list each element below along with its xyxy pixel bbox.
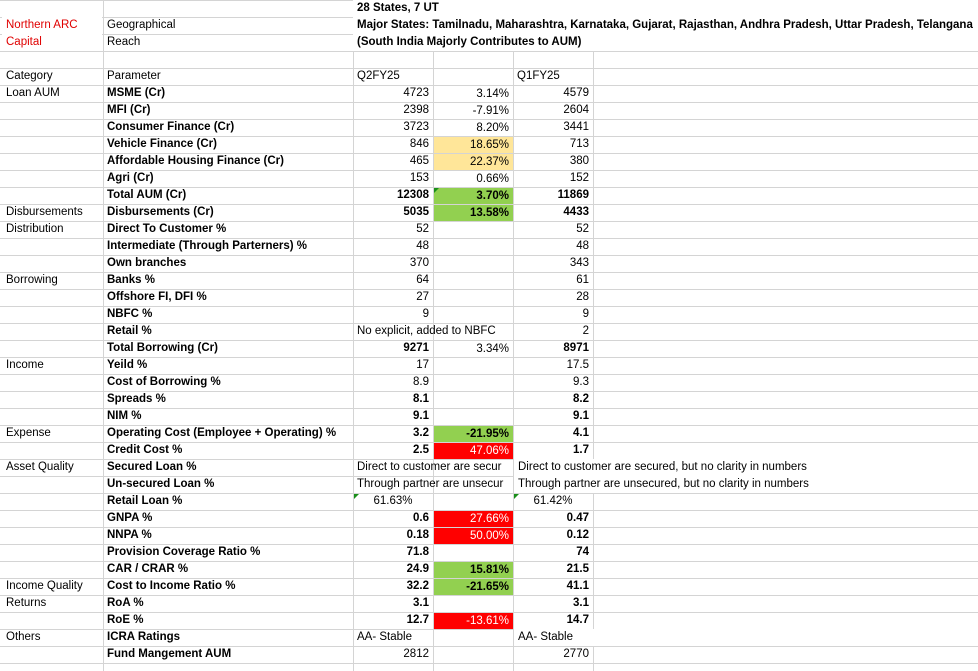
parameter-label[interactable]: Total AUM (Cr)	[107, 189, 187, 201]
change-percent[interactable]: 3.70%	[434, 188, 513, 204]
q2-value[interactable]: 2398	[403, 104, 429, 116]
change-percent[interactable]: -21.95%	[434, 426, 513, 442]
q1-value[interactable]: 48	[576, 240, 589, 252]
q1-value[interactable]: 4579	[563, 87, 589, 99]
q2-value[interactable]: 8.9	[413, 376, 429, 388]
category-label[interactable]: Asset Quality	[6, 461, 74, 473]
q1-value[interactable]: 61	[576, 274, 589, 286]
q2-value[interactable]: 61.63%	[373, 495, 413, 507]
company-name[interactable]: Northern ARC	[2, 17, 102, 34]
category-label[interactable]: Disbursements	[6, 206, 83, 218]
parameter-label[interactable]: Offshore FI, DFI %	[107, 291, 207, 303]
q2-note[interactable]: Direct to customer are secur	[357, 461, 502, 473]
parameter-label[interactable]: NNPA %	[107, 529, 152, 541]
q2-value[interactable]: 0.18	[406, 529, 429, 541]
parameter-label[interactable]: Affordable Housing Finance (Cr)	[107, 155, 284, 167]
q2-note[interactable]: Through partner are unsecur	[357, 478, 504, 490]
parameter-label[interactable]: Intermediate (Through Parterners) %	[107, 240, 308, 252]
q2-value[interactable]: 9.1	[413, 410, 429, 422]
header-category[interactable]: Category	[6, 70, 53, 82]
parameter-label[interactable]: Disbursements (Cr)	[107, 206, 214, 218]
parameter-label[interactable]: Own branches	[107, 257, 187, 269]
q1-value[interactable]: 2770	[563, 648, 589, 660]
category-label[interactable]: Expense	[6, 427, 51, 439]
q1-value[interactable]: 8.2	[573, 393, 589, 405]
parameter-label[interactable]: Spreads %	[107, 393, 166, 405]
q2-value[interactable]: 9271	[403, 342, 429, 354]
q1-value[interactable]: 8971	[563, 342, 589, 354]
comment-marker	[354, 494, 359, 499]
q1-value[interactable]: 9	[582, 308, 589, 320]
company-name-line2[interactable]: Capital	[2, 34, 102, 51]
q2-value[interactable]: 17	[416, 359, 429, 371]
q1-value[interactable]: 713	[569, 138, 589, 150]
q1-value[interactable]: 4.1	[573, 427, 589, 439]
q1-value[interactable]: 343	[569, 257, 589, 269]
change-percent[interactable]: 3.14%	[476, 88, 509, 100]
parameter-label[interactable]: RoA %	[107, 597, 144, 609]
q2-value[interactable]: 846	[409, 138, 429, 150]
change-percent[interactable]: -7.91%	[472, 105, 509, 117]
q1-value[interactable]: 3.1	[573, 597, 589, 609]
category-label[interactable]: Borrowing	[6, 274, 58, 286]
q2-value[interactable]: 465	[409, 155, 429, 167]
q2-value[interactable]: 5035	[403, 206, 429, 218]
parameter-label[interactable]: CAR / CRAR %	[107, 563, 189, 575]
q2-value[interactable]: 24.9	[406, 563, 429, 575]
change-percent[interactable]: 18.65%	[434, 137, 513, 153]
category-label[interactable]: Others	[6, 631, 41, 643]
q2-value[interactable]: 8.1	[413, 393, 429, 405]
change-percent[interactable]: 27.66%	[434, 511, 513, 527]
q2-value[interactable]: 0.6	[413, 512, 429, 524]
comment-marker	[514, 494, 519, 499]
change-percent[interactable]: 47.06%	[434, 443, 513, 459]
q1-value[interactable]: 3441	[563, 121, 589, 133]
parameter-label[interactable]: NBFC %	[107, 308, 153, 320]
parameter-label[interactable]: Secured Loan %	[107, 461, 197, 473]
q2-value[interactable]: 64	[416, 274, 429, 286]
category-label[interactable]: Returns	[6, 597, 47, 609]
q2-value[interactable]: 2812	[403, 648, 429, 660]
q2-value[interactable]: 4723	[403, 87, 429, 99]
geo-major-states[interactable]: Major States: Tamilnadu, Maharashtra, Karnataka, Gujarat, Rajasthan, Andhra Pradesh, Uttar Pradesh, Telangana	[353, 17, 978, 34]
q1-value[interactable]: 61.42%	[533, 495, 573, 507]
change-percent[interactable]: 0.66%	[476, 173, 509, 185]
parameter-label[interactable]: Credit Cost %	[107, 444, 183, 456]
change-percent[interactable]: -21.65%	[434, 579, 513, 595]
parameter-label[interactable]: Fund Mangement AUM	[107, 648, 232, 660]
q2-value[interactable]: 12.7	[406, 614, 429, 626]
change-percent[interactable]: 8.20%	[476, 122, 509, 134]
category-label[interactable]: Income Quality	[6, 580, 83, 592]
parameter-label[interactable]: Un-secured Loan %	[107, 478, 215, 490]
q1-value[interactable]: 1.7	[573, 444, 589, 456]
change-percent[interactable]: -13.61%	[434, 613, 513, 629]
parameter-label[interactable]: Consumer Finance (Cr)	[107, 121, 235, 133]
change-percent[interactable]: 3.34%	[476, 343, 509, 355]
header-q1fy25[interactable]: Q1FY25	[517, 70, 560, 82]
parameter-label[interactable]: Cost to Income Ratio %	[107, 580, 236, 592]
q2-value[interactable]: 3723	[403, 121, 429, 133]
change-percent[interactable]: 50.00%	[434, 528, 513, 544]
parameter-label[interactable]: Retail Loan %	[107, 495, 183, 507]
q1-value[interactable]: 28	[576, 291, 589, 303]
q1-note[interactable]: Direct to customer are secured, but no clarity in numbers	[514, 459, 978, 476]
header-parameter[interactable]: Parameter	[107, 70, 161, 82]
q1-note[interactable]: AA- Stable	[514, 629, 978, 646]
comment-marker	[434, 188, 439, 193]
q2-value[interactable]: 370	[409, 257, 429, 269]
parameter-label[interactable]: Banks %	[107, 274, 155, 286]
q1-value[interactable]: 9.3	[573, 376, 589, 388]
parameter-label[interactable]: MSME (Cr)	[107, 87, 166, 99]
q1-value[interactable]: 21.5	[566, 563, 589, 575]
geo-south-note[interactable]: (South India Majorly Contributes to AUM)	[353, 34, 978, 51]
category-label[interactable]: Income	[6, 359, 44, 371]
q2-note[interactable]: AA- Stable	[357, 631, 412, 643]
parameter-label[interactable]: Direct To Customer %	[107, 223, 227, 235]
parameter-label[interactable]: Operating Cost (Employee + Operating) %	[107, 427, 337, 439]
change-percent[interactable]: 13.58%	[434, 205, 513, 221]
q1-value[interactable]: 380	[569, 155, 589, 167]
q1-value[interactable]: 2	[582, 325, 589, 337]
q2-value[interactable]: 32.2	[406, 580, 429, 592]
q1-value[interactable]: 9.1	[573, 410, 589, 422]
q1-value[interactable]: 41.1	[566, 580, 589, 592]
q2-value[interactable]: 3.2	[413, 427, 429, 439]
parameter-label[interactable]: ICRA Ratings	[107, 631, 181, 643]
q1-value[interactable]: 0.12	[566, 529, 589, 541]
q1-value[interactable]: 11869	[557, 189, 589, 201]
category-label[interactable]: Loan AUM	[6, 87, 60, 99]
parameter-label[interactable]: Provision Coverage Ratio %	[107, 546, 261, 558]
geo-label[interactable]: Geographical	[107, 19, 176, 31]
parameter-label[interactable]: NIM %	[107, 410, 142, 422]
q2-value[interactable]: 48	[416, 240, 429, 252]
parameter-label[interactable]: GNPA %	[107, 512, 153, 524]
q1-value[interactable]: 0.47	[566, 512, 589, 524]
q1-value[interactable]: 52	[576, 223, 589, 235]
q2-value[interactable]: 52	[416, 223, 429, 235]
q2-value[interactable]: 9	[422, 308, 429, 320]
geo-states[interactable]: 28 States, 7 UT	[353, 0, 978, 17]
parameter-label[interactable]: Yeild %	[107, 359, 148, 371]
q2-note[interactable]: No explicit, added to NBFC	[357, 325, 496, 337]
q1-value[interactable]: 14.7	[566, 614, 589, 626]
grid-line	[0, 51, 978, 52]
q1-value[interactable]: 4433	[563, 206, 589, 218]
change-percent[interactable]: 22.37%	[434, 154, 513, 170]
q1-value[interactable]: 17.5	[566, 359, 589, 371]
q1-value[interactable]: 74	[576, 546, 589, 558]
header-q2fy25[interactable]: Q2FY25	[357, 70, 400, 82]
q2-value[interactable]: 153	[409, 172, 429, 184]
parameter-label[interactable]: Total Borrowing (Cr)	[107, 342, 218, 354]
q2-value[interactable]: 3.1	[413, 597, 429, 609]
parameter-label[interactable]: Cost of Borrowing %	[107, 376, 221, 388]
change-percent[interactable]: 15.81%	[434, 562, 513, 578]
parameter-label[interactable]: Retail %	[107, 325, 152, 337]
category-label[interactable]: Distribution	[6, 223, 64, 235]
q1-value[interactable]: 152	[569, 172, 589, 184]
q1-note[interactable]: Through partner are unsecured, but no clarity in numbers	[514, 476, 978, 493]
q2-value[interactable]: 2.5	[413, 444, 429, 456]
parameter-label[interactable]: RoE %	[107, 614, 144, 626]
parameter-label[interactable]: Vehicle Finance (Cr)	[107, 138, 217, 150]
grid-line	[0, 663, 978, 664]
q2-value[interactable]: 27	[416, 291, 429, 303]
q1-value[interactable]: 2604	[563, 104, 589, 116]
q2-value[interactable]: 12308	[397, 189, 429, 201]
q2-value[interactable]: 71.8	[406, 546, 429, 558]
parameter-label[interactable]: MFI (Cr)	[107, 104, 151, 116]
geo-label-line2[interactable]: Reach	[107, 36, 141, 48]
parameter-label[interactable]: Agri (Cr)	[107, 172, 154, 184]
